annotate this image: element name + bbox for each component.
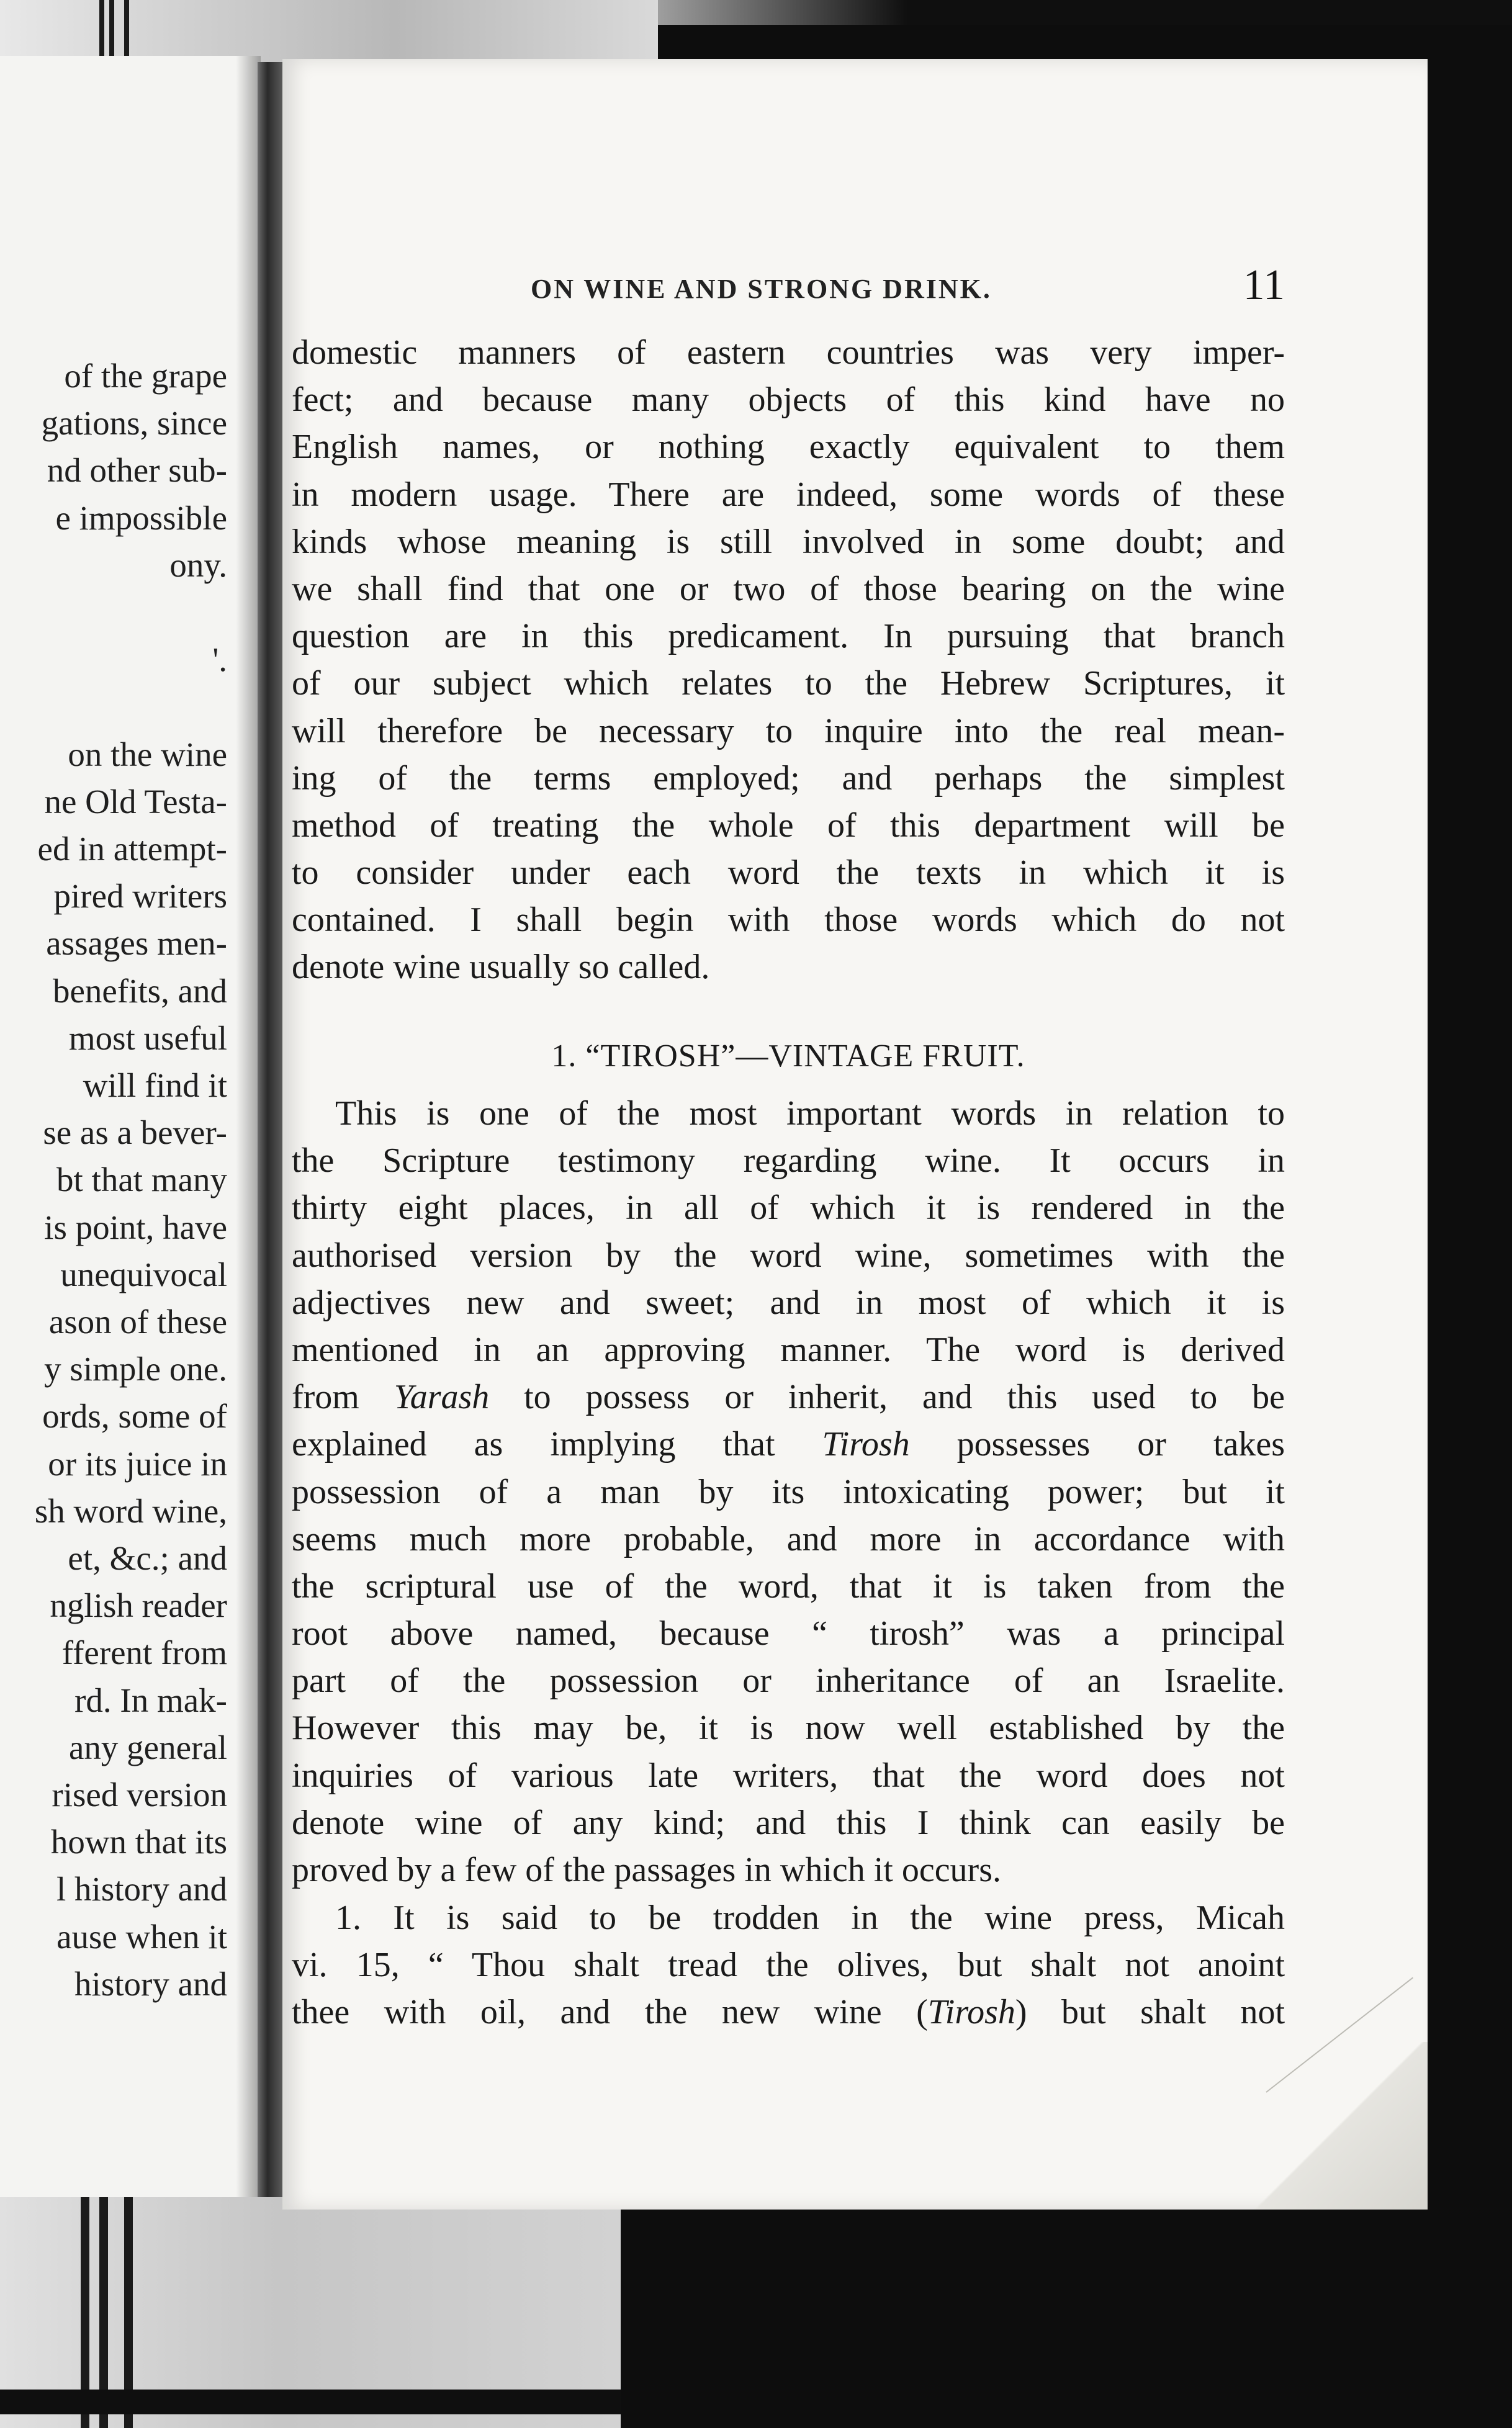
text-fragment: explained as implying that — [292, 1425, 822, 1464]
text-line: question are in this predicament. In pursuing that branch — [292, 617, 1285, 656]
left-page-line: fferent from — [61, 1634, 227, 1672]
text-line — [292, 1374, 1285, 1421]
text-line: domestic manners of eastern countries was very imper- — [292, 333, 1285, 372]
left-page-line: nglish reader — [50, 1586, 227, 1625]
paragraph-3 — [292, 1894, 1285, 2036]
left-page-line: ords, some of — [42, 1397, 227, 1436]
text-line: method of treating the whole of this department will be — [292, 806, 1285, 845]
text-line: seems much more probable, and more in accordance with — [292, 1519, 1285, 1558]
text-line: fect; and because many objects of this kind have no — [292, 380, 1285, 420]
left-page-line: bt that many — [56, 1161, 227, 1199]
left-page-line: ed in attempt- — [37, 830, 227, 868]
text-fragment: thee with oil, and the new wine ( — [292, 1993, 928, 2032]
left-page-line: unequivocal — [60, 1255, 227, 1293]
page-number: 11 — [1243, 261, 1285, 309]
left-page-line: assages men- — [46, 924, 227, 963]
text-line: to consider under each word the texts in which it is — [292, 853, 1285, 893]
text-line: the scriptural use of the word, that it is taken from the — [292, 1567, 1285, 1606]
text-line: of our subject which relates to the Hebrew Scriptures, it — [292, 664, 1285, 703]
text-line — [292, 1989, 1285, 2036]
text-line: mentioned in an approving manner. The word is derived — [292, 1330, 1285, 1369]
paragraph-1 — [292, 329, 1285, 991]
left-page-line: ason of these — [48, 1303, 227, 1341]
dog-eared-corner — [1254, 2042, 1428, 2210]
text-line: we shall find that one or two of those bearing on the wine — [292, 569, 1285, 608]
scan-mark — [124, 0, 129, 62]
left-page-line: on the wine — [68, 735, 227, 773]
text-line: thirty eight places, in all of which it is rendered in the — [292, 1189, 1285, 1228]
text-fragment: to possess or inherit, and this used to be — [489, 1378, 1285, 1417]
text-line: This is one of the most important words in relation to — [335, 1094, 1285, 1133]
text-line: However this may be, it is now well established by the — [292, 1709, 1285, 1748]
left-page-line: or its juice in — [48, 1444, 227, 1483]
left-page-line: ne Old Testa- — [44, 782, 227, 821]
left-page-line: '. — [212, 641, 227, 679]
scan-margin-strip — [0, 0, 658, 62]
left-page-line: se as a bever- — [43, 1113, 227, 1152]
left-page-line: hown that its — [50, 1823, 227, 1861]
left-page-line: pired writers — [53, 877, 227, 915]
text-line: the Scripture testimony regarding wine. It occurs in — [292, 1141, 1285, 1180]
scan-mark — [109, 0, 114, 62]
italic-term: Tirosh — [822, 1425, 910, 1464]
scan-band — [0, 2390, 621, 2414]
left-facing-page — [0, 56, 261, 2203]
text-line: proved by a few of the passages in which it occurs. — [292, 1851, 1001, 1889]
text-line: possession of a man by its intoxicating power; but it — [292, 1472, 1285, 1511]
text-line: denote wine of any kind; and this I think can easily be — [292, 1803, 1285, 1842]
left-page-line: any general — [69, 1728, 227, 1766]
left-page-line: most useful — [68, 1018, 227, 1057]
left-page-line: ause when it — [56, 1917, 227, 1956]
scan-mark — [99, 0, 104, 62]
text-line: denote wine usually so called. — [292, 948, 710, 987]
text-line: kinds whose meaning is still involved in some doubt; and — [292, 522, 1285, 561]
left-page-line: gations, since — [41, 404, 227, 443]
left-page-line: e impossible — [55, 498, 227, 537]
left-page-line: benefits, and — [52, 971, 227, 1010]
text-fragment: possesses or takes — [909, 1425, 1285, 1464]
text-line: ing of the terms employed; and perhaps the simplest — [292, 758, 1285, 798]
text-line: adjectives new and sweet; and in most of which it is — [292, 1283, 1285, 1322]
left-page-line: et, &c.; and — [68, 1539, 227, 1577]
text-line: contained. I shall begin with those words which do not — [292, 901, 1285, 940]
running-head: ON WINE AND STRONG DRINK. — [531, 274, 992, 304]
left-page-line: is point, have — [44, 1208, 227, 1246]
text-line — [292, 1421, 1285, 1468]
text-line: 1. It is said to be trodden in the wine press, Micah — [335, 1899, 1285, 1937]
left-page-line: l history and — [56, 1870, 227, 1909]
text-line: English names, or nothing exactly equivalent to them — [292, 428, 1285, 467]
page-header — [531, 261, 1285, 317]
text-line: inquiries of various late writers, that the word does not — [292, 1756, 1285, 1795]
italic-term: Tirosh — [927, 1993, 1015, 2032]
left-page-line: ony. — [169, 546, 227, 584]
text-line: authorised version by the word wine, sometimes with the — [292, 1236, 1285, 1275]
text-line: root above named, because “ tirosh” was a principal — [292, 1614, 1285, 1653]
paragraph-2 — [292, 1090, 1285, 1894]
left-page-line: of the grape — [64, 357, 227, 395]
left-page-line: will find it — [83, 1066, 227, 1104]
spine-shadow — [236, 56, 261, 2203]
left-page-line: nd other sub- — [47, 451, 227, 490]
left-page-line: rd. In mak- — [74, 1681, 227, 1719]
left-page-line: sh word wine, — [34, 1491, 227, 1530]
left-page-line: history and — [74, 1964, 227, 2003]
left-page-line: rised version — [52, 1776, 227, 1814]
text-fragment: ) but shalt not — [1015, 1993, 1285, 2032]
left-page-line: y simple one. — [44, 1350, 227, 1388]
text-line: will therefore be necessary to inquire into the real mean- — [292, 711, 1285, 750]
scan-margin-bottom — [0, 2197, 621, 2428]
section-heading: 1. “TIROSH”—VINTAGE FRUIT. — [551, 1038, 1025, 1074]
text-line: in modern usage. There are indeed, some words of these — [292, 475, 1285, 514]
italic-term: Yarash — [394, 1378, 490, 1417]
text-line: part of the possession or inheritance of an Israelite. — [292, 1661, 1285, 1701]
text-fragment: from — [292, 1378, 394, 1417]
text-line: vi. 15, “ Thou shalt tread the olives, but shalt not anoint — [292, 1946, 1285, 1985]
book-binding — [258, 62, 282, 2197]
